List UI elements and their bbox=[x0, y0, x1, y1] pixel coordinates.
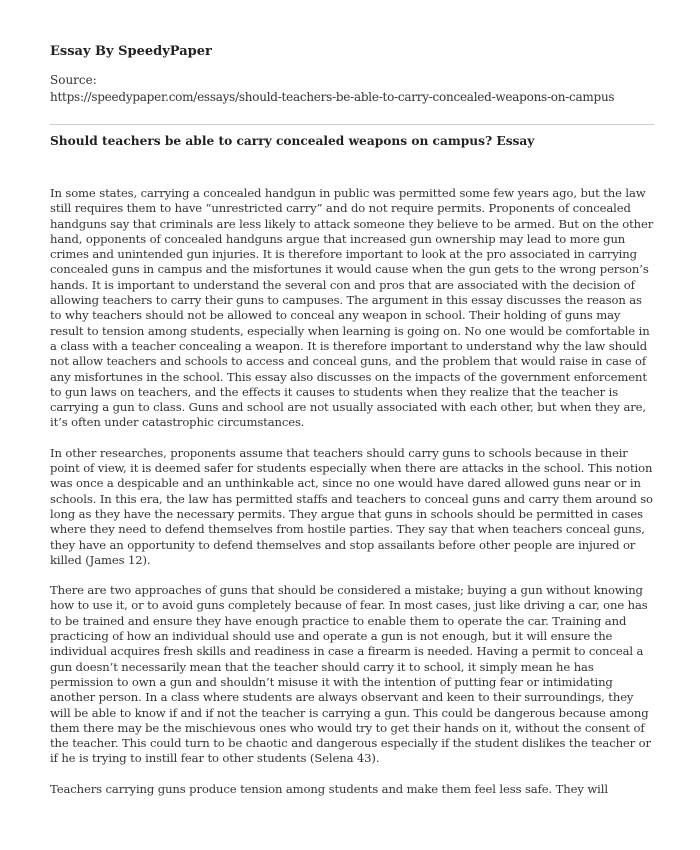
source-url-link[interactable]: https://speedypaper.com/essays/should-teachers-be-able-to-carry-concealed-weapons-on-campus bbox=[50, 90, 615, 104]
header-divider bbox=[50, 124, 654, 125]
essay-paragraph: In other researches, proponents assume that teachers should carry guns to schools because in their point of view, it is deemed safer for students especially when there are attacks in the school. This notion was once a despicable and an unthinkable act, since no one would have dared allowed guns near or in schools. In this era, the law has permitted staffs and teachers to conceal guns and carry them around so long as they have the necessary permits. They argue that guns in schools should be permitted in cases where they need to defend themselves from hostile parties. They say that when teachers conceal guns, they have an opportunity to defend themselves and stop assailants before other people are injured or killed (James 12). bbox=[50, 445, 653, 567]
source-label: Source: bbox=[50, 73, 97, 87]
essay-title: Should teachers be able to carry concealed weapons on campus? Essay bbox=[50, 134, 535, 148]
source-block bbox=[50, 72, 614, 106]
essay-paragraph: In some states, carrying a concealed handgun in public was permitted some few years ago, but the law still requires them to have “unrestricted carry” and do not require permits. Proponents of concealed handguns say that criminals are less likely to attack someone they believe to be armed. But on the other hand, opponents of concealed handguns argue that increased gun ownership may lead to more gun crimes and unintended gun injuries. It is therefore important to look at the pro associated in carrying concealed guns in campus and the misfortunes it would cause when the gun gets to the wrong person’s hands. It is important to understand the several con and pros that are associated with the decision of allowing teachers to carry their guns to campuses. The argument in this essay discusses the reason as to why teachers should not be allowed to conceal any weapon in school. Their holding of guns may result to tension among students, especially when learning is going on. No one would be comfortable in a class with a teacher concealing a weapon. It is therefore important to understand why the law should not allow teachers and schools to access and conceal guns, and the problem that would raise in case of any misfortunes in the school. This essay also discusses on the impacts of the government enforcement to gun laws on teachers, and the effects it causes to students when they realize that the teacher is carrying a gun to class. Guns and school are not usually associated with each other, but when they are, it’s often under catastrophic circumstances. bbox=[50, 186, 654, 430]
essay-paragraph: Teachers carrying guns produce tension among students and make them feel less safe. They will bbox=[50, 781, 608, 796]
essay-body bbox=[50, 186, 654, 812]
essay-paragraph: There are two approaches of guns that should be considered a mistake; buying a gun without knowing how to use it, or to avoid guns completely because of fear. In most cases, just like driving a car, one has to be trained and ensure they have enough practice to enable them to operate the car. Training and practicing of how an individual should use and operate a gun is not enough, but it will ensure the individual acquires fresh skills and readiness in case a firearm is needed. Having a permit to conceal a gun doesn’t necessarily mean that the teacher should carry it to school, it simply mean he has permission to own a gun and shouldn’t misuse it with the intention of putting fear or intimidating another person. In a class where students are always observant and keen to their surroundings, they will be able to know if and if not the teacher is carrying a gun. This could be dangerous because among them there may be the mischievous ones who would try to get their hands on it, without the consent of the teacher. This could turn to be chaotic and dangerous especially if the student dislikes the teacher or if he is trying to instill fear to other students (Selena 43). bbox=[50, 583, 651, 766]
essay-by-heading: Essay By SpeedyPaper bbox=[50, 44, 212, 59]
